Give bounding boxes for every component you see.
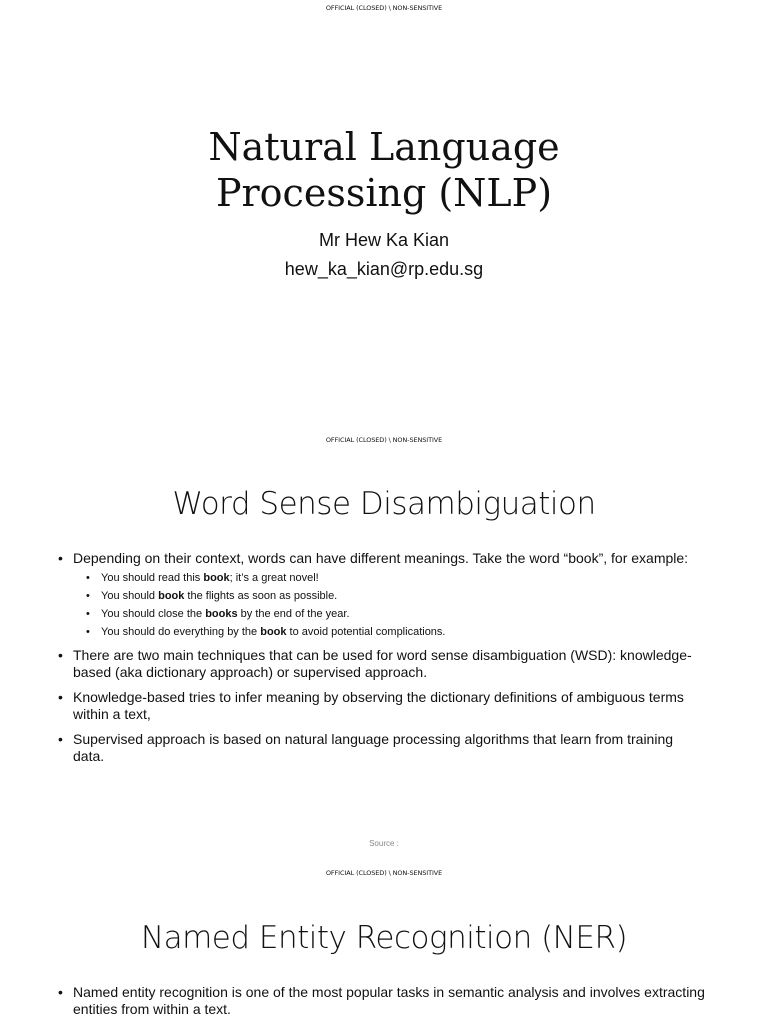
example-item: • You should read this book; it’s a great novel!	[86, 572, 706, 585]
classification-label: OFFICIAL (CLOSED) \ NON-SENSITIVE	[325, 869, 443, 877]
author-name: Mr Hew Ka Kian	[318, 230, 450, 250]
highlight-word: books	[205, 608, 238, 620]
bullet-text: Named entity recognition is one of the most popular tasks in semantic analysis and involves extracting entities from within a text.	[73, 984, 705, 1017]
slide-title-line-1: Natural Language	[208, 125, 560, 169]
bullet-item	[58, 550, 706, 639]
bullet-text: Knowledge-based tries to infer meaning by observing the dictionary definitions of ambiguous terms within a text,	[73, 689, 684, 722]
highlight-word: book	[158, 590, 185, 602]
author-email[interactable]: hew_ka_kian@rp.edu.sg	[284, 259, 484, 279]
bullet-item	[58, 731, 706, 765]
example-item: • You should do everything by the book to avoid potential complications.	[86, 626, 706, 639]
bullet-item	[58, 689, 706, 723]
slide-heading: Word Sense Disambiguation	[172, 486, 596, 522]
highlight-word: book	[260, 626, 287, 638]
highlight-word: book	[203, 572, 230, 584]
bullet-text: Depending on their context, words can have different meanings. Take the word “book”, for example:	[73, 550, 689, 566]
bullet-item	[58, 647, 706, 681]
classification-label: OFFICIAL (CLOSED) \ NON-SENSITIVE	[325, 436, 443, 444]
bullet-text: Supervised approach is based on natural language processing algorithms that learn from training data.	[73, 731, 674, 764]
bullet-list	[58, 984, 706, 1026]
example-item: • You should close the books by the end of the year.	[86, 608, 706, 621]
slide-title-line-2: Processing (NLP)	[215, 171, 553, 215]
bullet-item	[58, 984, 706, 1018]
example-list	[73, 572, 706, 639]
example-item: • You should book the flights as soon as possible.	[86, 590, 706, 603]
bullet-list	[58, 550, 706, 773]
slide-title	[0, 124, 768, 216]
classification-label: OFFICIAL (CLOSED) \ NON-SENSITIVE	[325, 4, 443, 12]
bullet-text: There are two main techniques that can be used for word sense disambiguation (WSD): knowledge-based (aka dictionary approach) or supervised approach.	[73, 647, 692, 680]
source-note: Source :	[369, 839, 399, 848]
slide-heading: Named Entity Recognition (NER)	[140, 920, 628, 956]
